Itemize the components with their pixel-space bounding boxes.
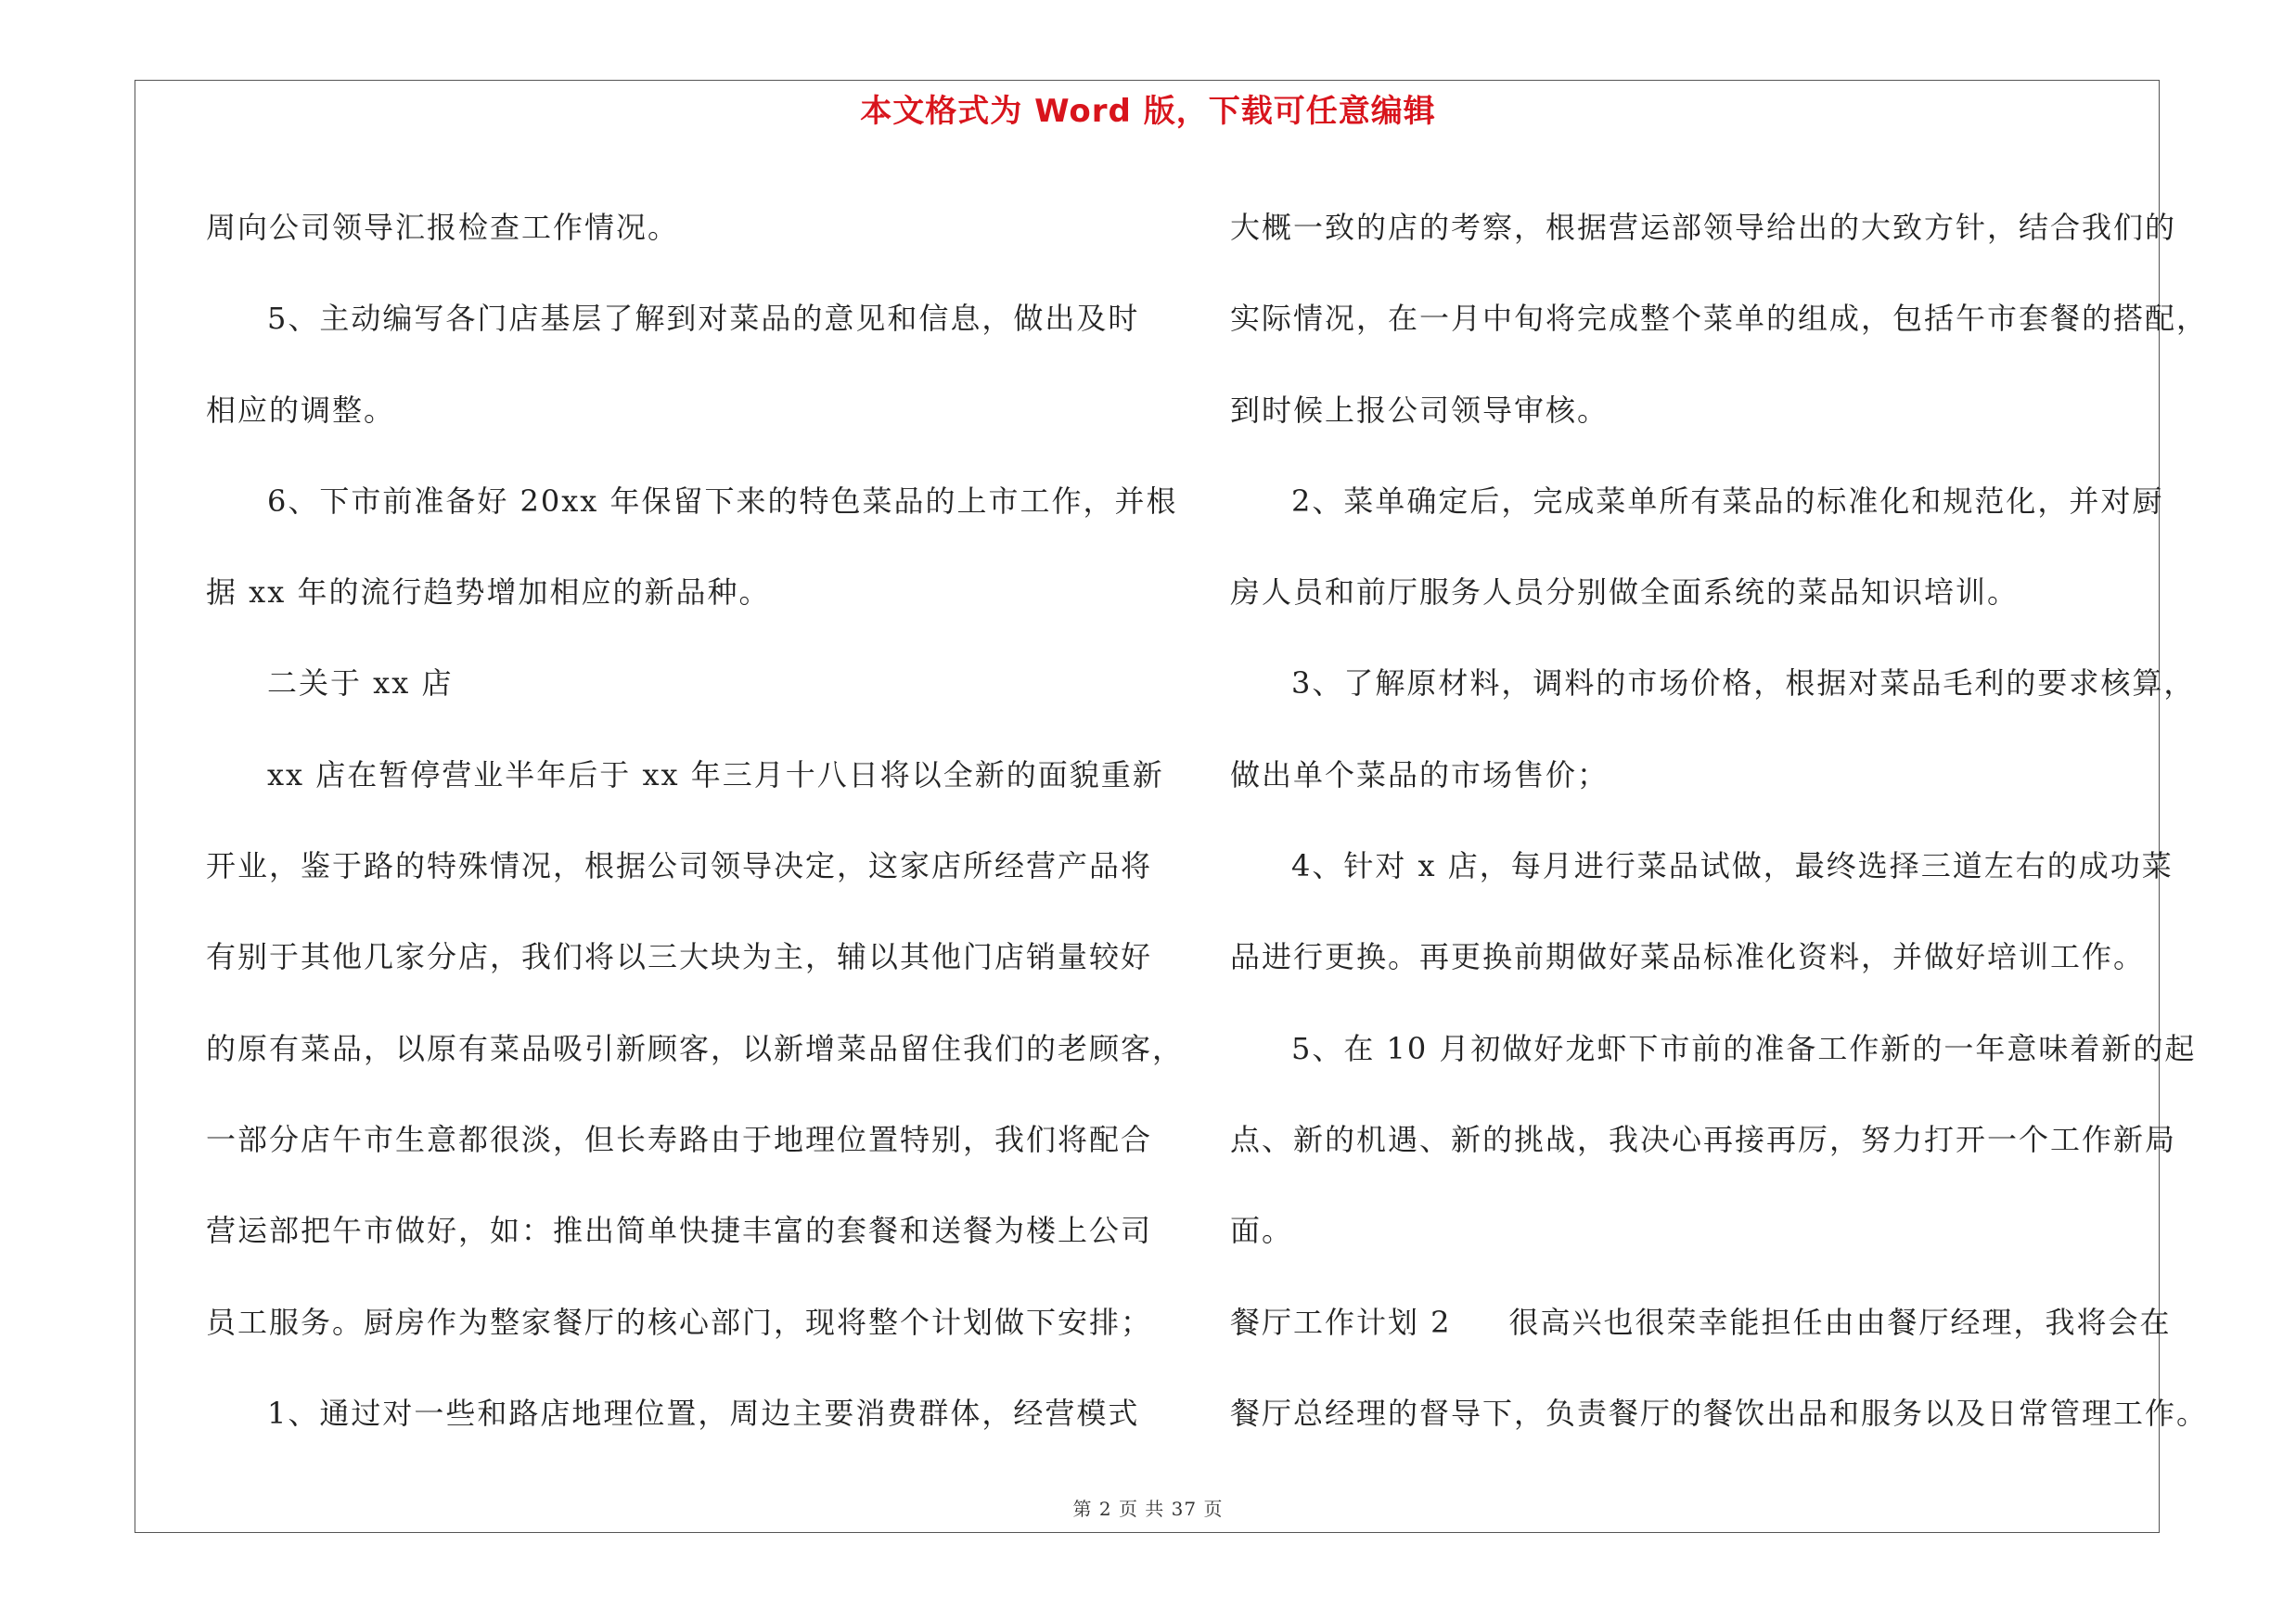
- paragraph-line: 面。: [1230, 1213, 1294, 1249]
- paragraph-line: 4、针对 x 店，每月进行菜品试做，最终选择三道左右的成功菜: [1291, 848, 2174, 884]
- paragraph-line: 一部分店午市生意都很淡，但长寿路由于地理位置特别，我们将配合: [206, 1121, 1153, 1157]
- paragraph-line: 5、在 10 月初做好龙虾下市前的准备工作新的一年意味着新的起: [1291, 1030, 2197, 1066]
- paragraph-line: 营运部把午市做好，如：推出简单快捷丰富的套餐和送餐为楼上公司: [206, 1213, 1153, 1249]
- paragraph-line: 周向公司领导汇报检查工作情况。: [206, 210, 680, 245]
- paragraph-line: 餐厅总经理的督导下，负责餐厅的餐饮出品和服务以及日常管理工作。: [1230, 1395, 2209, 1431]
- paragraph-line: 品进行更换。再更换前期做好菜品标准化资料，并做好培训工作。: [1230, 939, 2146, 975]
- paragraph-line: 6、下市前准备好 20xx 年保留下来的特色菜品的上市工作，并根: [267, 483, 1178, 519]
- section-heading: 二关于 xx 店: [267, 665, 454, 702]
- paragraph-line: 相应的调整。: [206, 392, 396, 428]
- paragraph-line: 员工服务。厨房作为整家餐厅的核心部门，现将整个计划做下安排；: [206, 1304, 1153, 1340]
- paragraph-line: 大概一致的店的考察，根据营运部领导给出的大致方针，结合我们的: [1230, 210, 2177, 245]
- paragraph-line: 做出单个菜品的市场售价；: [1230, 756, 1610, 792]
- paragraph-line: xx 店在暂停营业半年后于 xx 年三月十八日将以全新的面貌重新: [267, 756, 1164, 792]
- paragraph-line: 2、菜单确定后，完成菜单所有菜品的标准化和规范化，并对厨: [1291, 483, 2164, 519]
- paragraph-line: 点、新的机遇、新的挑战，我决心再接再厉，努力打开一个工作新局: [1230, 1121, 2177, 1157]
- paragraph-line: 5、主动编写各门店基层了解到对菜品的意见和信息，做出及时: [267, 301, 1140, 337]
- paragraph-line: 房人员和前厅服务人员分别做全面系统的菜品知识培训。: [1230, 574, 2020, 611]
- plan-intro: 很高兴也很荣幸能担任由由餐厅经理，我将会在: [1508, 1304, 2172, 1340]
- paragraph-line: 据 xx 年的流行趋势增加相应的新品种。: [206, 574, 771, 611]
- right-column: [1230, 182, 2209, 1459]
- page-number: 第 2 页 共 37 页: [1072, 1498, 1224, 1520]
- paragraph-line: 1、通过对一些和路店地理位置，周边主要消费群体，经营模式: [267, 1395, 1140, 1431]
- plan-heading: 餐厅工作计划 2: [1230, 1304, 1452, 1340]
- plan-heading-line: [1230, 1277, 2172, 1368]
- format-banner: 本文格式为 Word 版，下载可任意编辑: [860, 93, 1436, 130]
- paragraph-line: 到时候上报公司领导审核。: [1230, 392, 1610, 428]
- paragraph-line: 有别于其他几家分店，我们将以三大块为主，辅以其他门店销量较好: [206, 939, 1153, 975]
- left-column: [206, 182, 1185, 1459]
- paragraph-line: 开业，鉴于路的特殊情况，根据公司领导决定，这家店所经营产品将: [206, 848, 1153, 884]
- paragraph-line: 3、了解原材料，调料的市场价格，根据对菜品毛利的要求核算，: [1291, 665, 2196, 702]
- paragraph-line: 实际情况，在一月中旬将完成整个菜单的组成，包括午市套餐的搭配，: [1230, 301, 2209, 337]
- paragraph-line: 的原有菜品，以原有菜品吸引新顾客，以新增菜品留住我们的老顾客，: [206, 1030, 1185, 1066]
